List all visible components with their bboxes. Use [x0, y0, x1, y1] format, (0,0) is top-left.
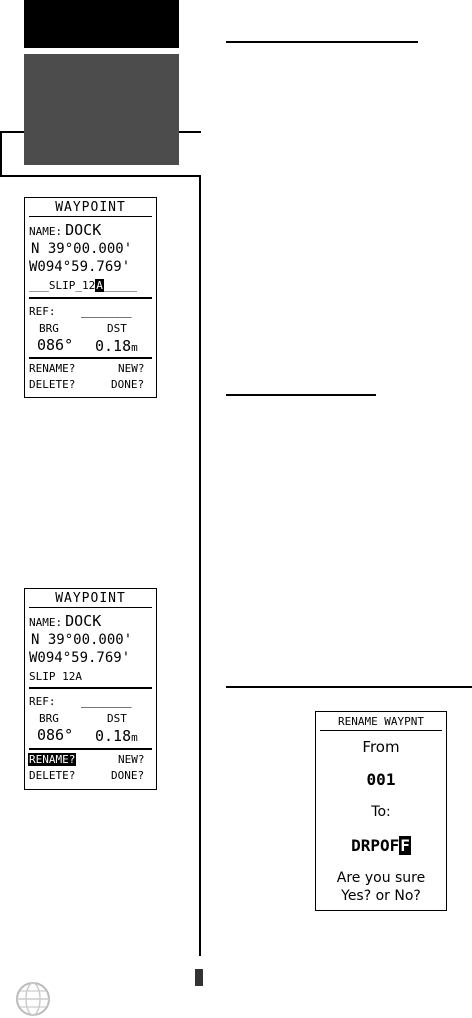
to-cursor[interactable]: F [400, 836, 410, 855]
waypoint-screen-rename-selected [24, 588, 157, 790]
ref-value: ______ [81, 692, 132, 708]
longitude: W094°59.769' [29, 259, 131, 275]
name-row [29, 220, 101, 239]
confirm-question: Are you sure [336, 870, 426, 886]
separator [29, 357, 152, 359]
comment-field: SLIP 12A [29, 670, 82, 683]
brg-label: BRG [39, 712, 59, 725]
to-label: To: [371, 804, 391, 820]
brg-value: 086° [37, 726, 74, 744]
dst-value: 0.18 [95, 337, 132, 355]
dst-label: DST [107, 712, 127, 725]
name-value: DOCK [65, 612, 102, 630]
comment-field[interactable] [29, 279, 137, 292]
header-gray-block [24, 54, 179, 165]
separator [29, 687, 152, 689]
comment-prefix: ___SLIP_12 [29, 279, 96, 292]
section-rule-2 [226, 394, 376, 396]
rename-option[interactable]: RENAME? [29, 362, 76, 375]
globe-icon [14, 980, 52, 1018]
dst-value: 0.18 [95, 727, 132, 745]
page-tab-marker [195, 969, 203, 986]
separator [29, 748, 152, 750]
latitude: N 39°00.000' [31, 632, 133, 648]
section-rule-3 [226, 686, 472, 688]
confirm-options[interactable]: Yes? or No? [341, 888, 421, 904]
dst-readout [95, 336, 138, 355]
delete-option[interactable]: DELETE? [29, 378, 76, 391]
frame-line [0, 175, 201, 177]
header-black-block [24, 0, 179, 48]
frame-line [0, 131, 2, 176]
name-row [29, 611, 101, 630]
new-option[interactable]: NEW? [118, 753, 145, 766]
ref-label: REF: [29, 305, 56, 318]
frame-line [0, 131, 24, 133]
comment-suffix: _____ [103, 279, 137, 292]
done-option[interactable]: DONE? [111, 378, 145, 391]
waypoint-screen-comment-edit [24, 197, 157, 398]
frame-line [179, 131, 201, 133]
comment-cursor[interactable]: A [96, 279, 103, 292]
delete-option[interactable]: DELETE? [29, 769, 76, 782]
rename-waypoint-screen [315, 711, 447, 911]
dst-readout [95, 726, 138, 745]
name-label: NAME: [29, 616, 63, 629]
brg-value: 086° [37, 336, 74, 354]
name-label: NAME: [29, 225, 63, 238]
rename-highlight[interactable]: RENAME? [29, 753, 76, 766]
ref-label: REF: [29, 695, 56, 708]
screen-title: WAYPOINT [29, 591, 152, 608]
rename-option-selected[interactable] [28, 753, 76, 766]
dst-unit: m [131, 341, 138, 354]
from-value: 001 [366, 770, 396, 789]
done-option[interactable]: DONE? [111, 769, 145, 782]
brg-label: BRG [39, 322, 59, 335]
longitude: W094°59.769' [29, 650, 131, 666]
name-value: DOCK [65, 221, 102, 239]
screen-title: RENAME WAYPNT [320, 714, 442, 731]
to-field[interactable] [316, 836, 446, 855]
column-divider [199, 176, 201, 956]
new-option[interactable]: NEW? [118, 362, 145, 375]
dst-unit: m [131, 731, 138, 744]
screen-title: WAYPOINT [29, 200, 152, 217]
dst-label: DST [107, 322, 127, 335]
latitude: N 39°00.000' [31, 241, 133, 257]
separator [29, 297, 152, 299]
to-value: DRPOF [351, 836, 400, 855]
from-label: From [362, 738, 400, 756]
section-rule-1 [226, 41, 418, 43]
ref-value: ______ [81, 302, 132, 318]
